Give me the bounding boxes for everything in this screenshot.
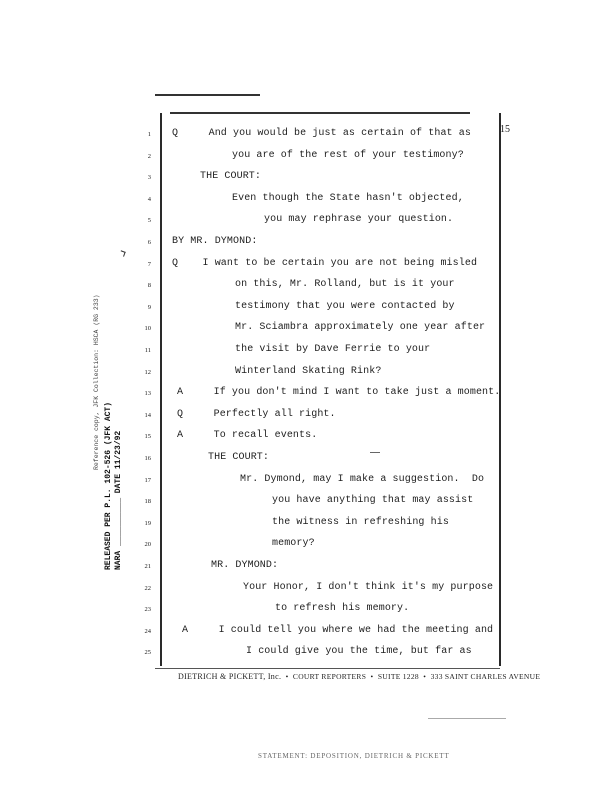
release-stamp: RELEASED PER P.L. 102-526 (JFK ACT) — [104, 401, 113, 570]
line-number: 22 — [144, 584, 151, 592]
transcript-line: testimony that you were contacted by — [235, 300, 455, 312]
transcript-line: THE COURT: — [208, 452, 270, 463]
line-number: 3 — [147, 174, 151, 182]
line-number: 4 — [147, 195, 151, 203]
transcript-line: you have anything that may assist — [272, 495, 474, 507]
line-number: 17 — [144, 476, 151, 484]
transcript-line: THE COURT: — [200, 171, 262, 183]
line-number: 23 — [144, 606, 151, 614]
footer-suite: SUITE 1228 — [377, 672, 419, 681]
transcript-line: you are of the rest of your testimony? — [232, 149, 464, 161]
transcript-line: Q Perfectly all right. — [177, 408, 336, 420]
transcript-line: Your Honor, I don't think it's my purpose — [243, 581, 494, 593]
footer-rule — [155, 668, 500, 669]
scan-artifact — [428, 718, 506, 719]
line-number: 6 — [147, 239, 151, 246]
line-number: 20 — [144, 541, 151, 549]
transcript-line: you may rephrase your question. — [264, 214, 454, 226]
margin-mark — [119, 250, 125, 256]
line-number: 25 — [144, 649, 151, 657]
line-number: 21 — [144, 563, 151, 570]
transcript-line: I could give you the time, but far as — [246, 646, 472, 658]
line-number: 11 — [144, 347, 151, 354]
transcript-line: MR. DYMOND: — [211, 560, 279, 571]
line-number: 5 — [147, 217, 151, 225]
stray-mark — [370, 452, 380, 453]
line-number: 12 — [144, 368, 151, 376]
transcript-line: A If you don't mind I want to take just a moment. — [177, 387, 501, 399]
footer-address: 333 SAINT CHARLES AVENUE — [430, 672, 541, 681]
bottom-stamp: STATEMENT: DEPOSITION, DIETRICH & PICKETT — [258, 752, 450, 760]
line-number: 1 — [147, 131, 151, 138]
footer-firm: DIETRICH & PICKETT, Inc. — [178, 672, 282, 681]
transcript-line: to refresh his memory. — [275, 603, 410, 615]
line-number: 10 — [144, 325, 151, 333]
transcript-line: on this, Mr. Rolland, but is it your — [235, 279, 455, 291]
line-number: 16 — [144, 455, 151, 462]
line-number: 13 — [144, 390, 151, 398]
line-number: 19 — [144, 519, 151, 527]
transcript-line: Mr. Sciambra approximately one year after — [235, 322, 486, 334]
transcript-line: A I could tell you where we had the meeting and — [182, 624, 494, 636]
line-number: 8 — [147, 282, 151, 290]
line-number: 24 — [144, 627, 151, 635]
line-number: 18 — [144, 498, 151, 506]
line-number: 9 — [147, 303, 151, 311]
transcript-line: the visit by Dave Ferrie to your — [235, 344, 431, 355]
line-number: 7 — [147, 260, 151, 268]
transcript-line: Q And you would be just as certain of that as — [172, 128, 471, 139]
page-number: 15 — [500, 124, 510, 135]
transcript-line: Q I want to be certain you are not being misled — [172, 257, 478, 269]
nara-stamp: NARA __________ DATE 11/23/92 — [114, 430, 123, 570]
transcript-line: the witness in refreshing his — [272, 516, 449, 528]
transcript-line: Winterland Skating Rink? — [235, 365, 382, 377]
transcript-line: Mr. Dymond, may I make a suggestion. Do — [240, 473, 485, 485]
transcript-line: BY MR. DYMOND: — [172, 236, 258, 247]
line-number: 2 — [147, 152, 151, 160]
top-rule — [155, 94, 260, 96]
transcript-line: A To recall events. — [177, 430, 318, 442]
transcript-line: memory? — [272, 538, 315, 550]
footer-service: COURT REPORTERS — [292, 672, 367, 681]
transcript-line: Even though the State hasn't objected, — [232, 192, 464, 204]
reporter-footer: DIETRICH & PICKETT, Inc. • COURT REPORTERS • SUITE 1228 • 333 SAINT CHARLES AVENUE — [178, 672, 541, 681]
line-number: 14 — [144, 411, 151, 419]
line-number: 15 — [144, 433, 151, 441]
collection-note: Reference copy, JFK Collection: HSCA (RG 233) — [93, 294, 100, 470]
